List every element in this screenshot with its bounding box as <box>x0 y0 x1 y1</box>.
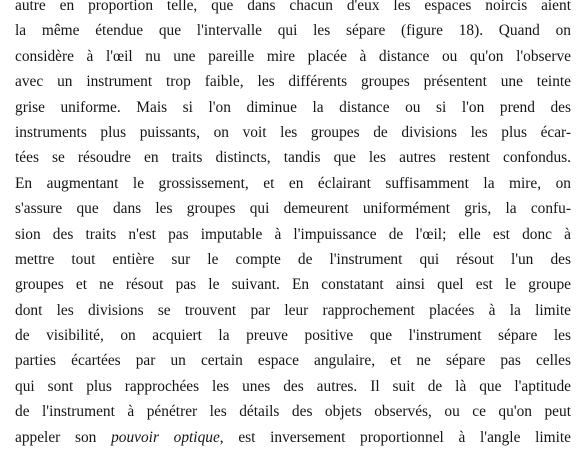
text-line-2: la même étendue que l'intervalle qui les sépare (figure 18). Quand on <box>15 22 571 40</box>
text-line-3: considère à l'œil nu une pareille mire placée à distance ou qu'on l'observe <box>15 47 571 65</box>
text-line-4: avec un instrument trop faible, les différents groupes présentent une teinte <box>15 73 571 91</box>
text-line-17: de l'instrument à pénétrer les détails des objets observés, ou ce qu'on peut <box>15 403 571 421</box>
text-line-12: groupes et ne résout pas le suivant. En constatant ainsi quel est le groupe <box>15 276 571 294</box>
text-line-18-before: appeler son <box>15 428 112 446</box>
text-line-15: parties écartées par un certain espace angulaire, et ne sépare pas celles <box>15 352 571 370</box>
text-line-8: En augmentant le grossissement, et en éclairant suffisamment la mire, on <box>15 174 571 192</box>
text-line-1: autre en proportion telle, que dans chacun d'eux les espaces noircis aient <box>15 0 571 14</box>
text-line-5: grise uniforme. Mais si l'on diminue la distance ou si l'on prend des <box>15 98 571 116</box>
text-line-18-after: , est inversement proportionnel à l'angle limite <box>219 428 571 446</box>
text-line-14: de visibilité, on acquiert la preuve positive que l'instrument sépare les <box>15 327 571 345</box>
text-line-10: sion des traits n'est pas imputable à l'impuissance de l'œil; elle est donc à <box>15 225 571 243</box>
text-line-18 <box>15 425 571 450</box>
text-line-16: qui sont plus rapprochées les unes des autres. Il suit de là que l'aptitude <box>15 377 571 395</box>
text-line-9: s'assure que dans les groupes qui demeurent uniformément gris, la confu- <box>15 200 571 218</box>
text-line-13: dont les divisions se trouvent par leur rapprochement placées à la limite <box>15 301 571 319</box>
text-line-7: tées se résoudre en traits distincts, tandis que les autres restent confondus. <box>15 149 571 167</box>
text-line-6: instruments plus puissants, on voit les groupes de divisions les plus écar- <box>15 123 571 141</box>
body-text <box>15 0 571 450</box>
text-line-11: mettre tout entière sur le compte de l'instrument qui résout l'un des <box>15 250 571 268</box>
italic-term: pouvoir optique <box>111 428 220 446</box>
